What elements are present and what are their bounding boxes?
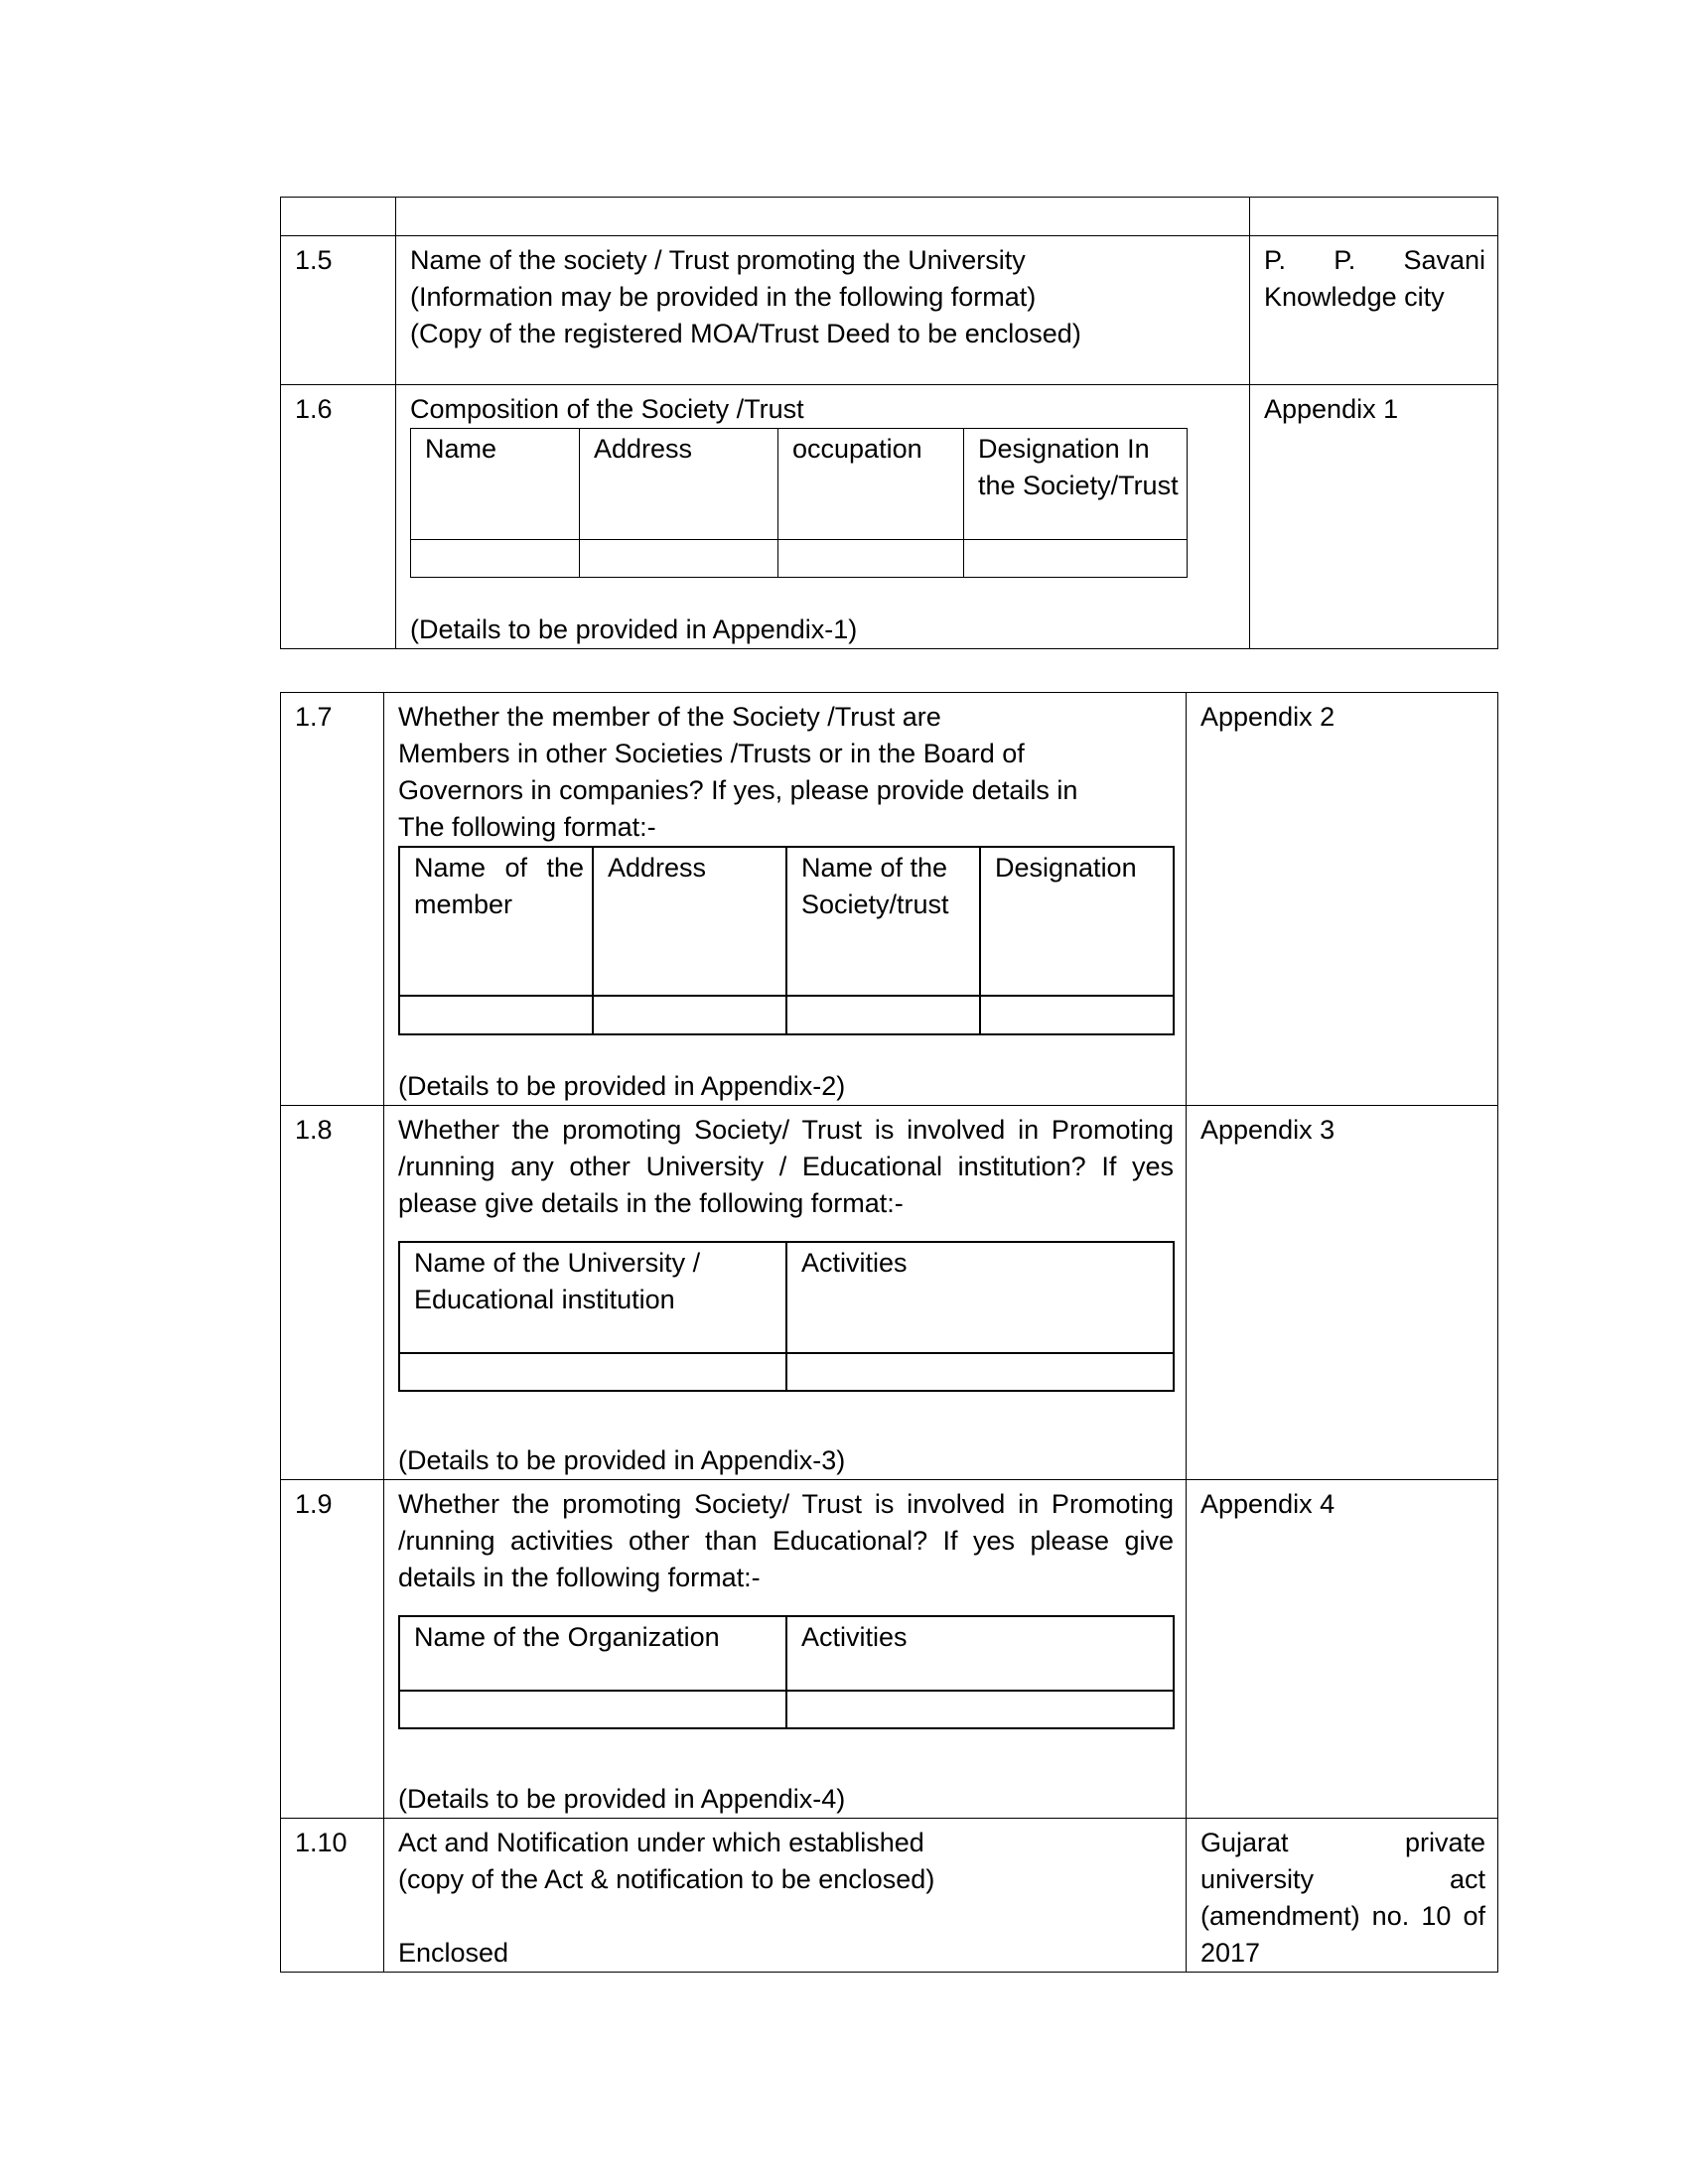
question-text: Whether the promoting Society/ Trust is involved in Promoting /running activities other than Educational? If yes please give details in the following format:- (398, 1489, 1174, 1592)
table-row-1-8 (281, 1106, 1498, 1480)
empty-cell (396, 198, 1250, 236)
question-line: (copy of the Act & notification to be enclosed) (398, 1864, 935, 1894)
answer-cell: Appendix 1 (1250, 385, 1498, 649)
question-cell (396, 236, 1250, 385)
question-line: Members in other Societies /Trusts or in the Board of (398, 739, 1025, 768)
table-row-1-9 (281, 1480, 1498, 1819)
empty-cell (399, 1691, 786, 1728)
question-cell (396, 385, 1250, 649)
answer-word: Savani (1403, 245, 1485, 275)
table-header-row (281, 198, 1498, 236)
subtable-header-row (399, 847, 1174, 996)
row-number: 1.8 (281, 1106, 384, 1480)
subtable-header: occupation (778, 429, 964, 540)
table-row-1-7 (281, 693, 1498, 1106)
empty-cell (399, 996, 593, 1034)
subtable-header: Name (411, 429, 580, 540)
answer-line: Knowledge city (1264, 282, 1445, 312)
empty-cell (1250, 198, 1498, 236)
question-line: The following format:- (398, 812, 656, 842)
subtable-empty-row (411, 540, 1188, 578)
subtable-header: Name of the Organization (399, 1616, 786, 1691)
row-number: 1.5 (281, 236, 396, 385)
subtable-empty-row (399, 996, 1174, 1034)
answer-cell: Appendix 3 (1187, 1106, 1498, 1480)
question-line: Act and Notification under which established (398, 1828, 924, 1857)
subtable-header: Designation (980, 847, 1174, 996)
question-line: Enclosed (398, 1938, 509, 1968)
row-number: 1.9 (281, 1480, 384, 1819)
question-text: Whether the promoting Society/ Trust is involved in Promoting /running any other University / Educational institution? If yes please give details in the following format:- (398, 1115, 1174, 1218)
empty-cell (593, 996, 786, 1034)
subtable-header: Activities (786, 1242, 1174, 1353)
question-line: Name of the society / Trust promoting the University (410, 245, 1026, 275)
membership-subtable (398, 846, 1175, 1035)
question-cell (384, 1106, 1187, 1480)
empty-cell (786, 1691, 1174, 1728)
answer-line (1264, 242, 1485, 279)
empty-cell (778, 540, 964, 578)
form-table-2 (280, 692, 1498, 1973)
details-note: (Details to be provided in Appendix-4) (398, 1784, 846, 1814)
question-line: (Copy of the registered MOA/Trust Deed to be enclosed) (410, 319, 1081, 348)
question-line: Governors in companies? If yes, please provide details in (398, 775, 1078, 805)
table-row-1-6 (281, 385, 1498, 649)
form-table-1 (280, 197, 1498, 649)
details-note: (Details to be provided in Appendix-2) (398, 1071, 846, 1101)
empty-cell (411, 540, 580, 578)
empty-cell (964, 540, 1188, 578)
header-line: member (414, 889, 513, 919)
row-number: 1.6 (281, 385, 396, 649)
composition-subtable (410, 428, 1188, 578)
answer-cell: Appendix 2 (1187, 693, 1498, 1106)
details-note: (Details to be provided in Appendix-1) (410, 614, 858, 644)
question-cell (384, 1480, 1187, 1819)
question-line (398, 1898, 1174, 1935)
subtable-header: Designation In the Society/Trust (964, 429, 1188, 540)
subtable-header: Activities (786, 1616, 1174, 1691)
empty-cell (786, 1353, 1174, 1391)
subtable-header: Address (593, 847, 786, 996)
subtable-header (399, 847, 593, 996)
answer-cell (1250, 236, 1498, 385)
empty-cell (580, 540, 778, 578)
question-cell (384, 1819, 1187, 1973)
empty-cell (281, 198, 396, 236)
question-cell (384, 693, 1187, 1106)
question-line: Whether the member of the Society /Trust are (398, 702, 941, 732)
subtable-header: Name of the Society/trust (786, 847, 980, 996)
table-row-1-10 (281, 1819, 1498, 1973)
empty-cell (786, 996, 980, 1034)
organizations-subtable (398, 1615, 1175, 1729)
subtable-header: Name of the University / Educational institution (399, 1242, 786, 1353)
subtable-empty-row (399, 1691, 1174, 1728)
subtable-empty-row (399, 1353, 1174, 1391)
answer-cell: Appendix 4 (1187, 1480, 1498, 1819)
details-note: (Details to be provided in Appendix-3) (398, 1445, 846, 1475)
empty-cell (980, 996, 1174, 1034)
answer-word: P. (1334, 245, 1356, 275)
question-line: (Information may be provided in the following format) (410, 282, 1037, 312)
answer-cell: Gujarat private university act (amendment) no. 10 of 2017 (1187, 1819, 1498, 1973)
subtable-header: Address (580, 429, 778, 540)
subtable-header-row (399, 1242, 1174, 1353)
answer-word: P. (1264, 245, 1287, 275)
institutions-subtable (398, 1241, 1175, 1392)
row-number: 1.10 (281, 1819, 384, 1973)
row-number: 1.7 (281, 693, 384, 1106)
question-title: Composition of the Society /Trust (410, 394, 804, 424)
table-row-1-5 (281, 236, 1498, 385)
header-line: Name of the (414, 853, 584, 883)
subtable-header-row (411, 429, 1188, 540)
subtable-header-row (399, 1616, 1174, 1691)
empty-cell (399, 1353, 786, 1391)
